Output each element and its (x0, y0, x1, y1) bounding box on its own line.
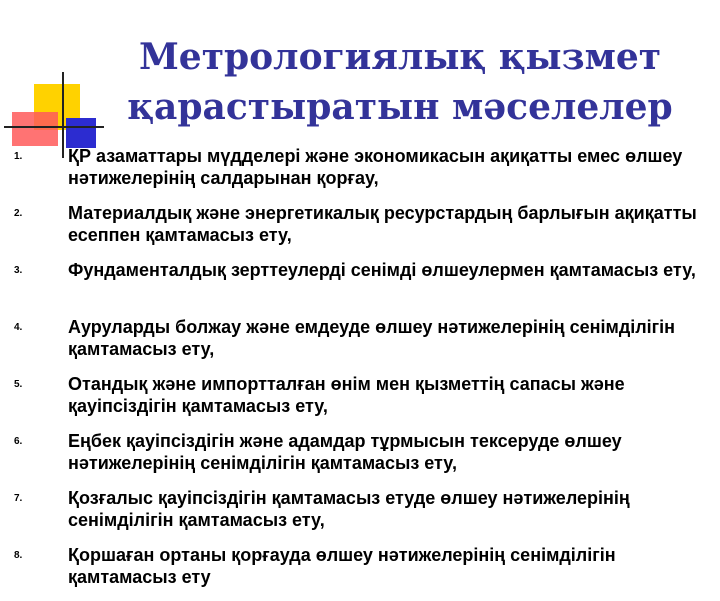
list-item (14, 487, 714, 544)
list-item (14, 316, 714, 373)
list-item-text: Қозғалыс қауіпсіздігін қамтамасыз етуде өлшеу нәтижелерінің сенімділігін қамтамасыз ету, (68, 488, 630, 530)
list-item-number: 2. (14, 208, 23, 219)
list-item-number: 8. (14, 550, 23, 561)
list-item-number: 1. (14, 151, 23, 162)
list-item-number: 7. (14, 493, 23, 504)
list-item-text: Ауруларды болжау және емдеуде өлшеу нәтижелерінің сенімділігін қамтамасыз ету, (68, 317, 676, 359)
slide-title (120, 32, 680, 132)
list-item (14, 430, 714, 487)
list-item-text: Материалдық және энергетикалық ресурстардың барлығын ақиқатты есеппен қамтамасыз ету, (68, 203, 697, 245)
list-item-number: 5. (14, 379, 23, 390)
list-item-number: 3. (14, 265, 23, 276)
horizontal-line (4, 126, 104, 128)
decorative-squares (0, 0, 110, 160)
list-item-text: ҚР азаматтары мүдделері және экономикасын ақиқатты емес өлшеу нәтижелерінің салдарынан қорғау, (68, 146, 683, 188)
list-item-text: Отандық және импортталған өнім мен қызметтің сапасы және қауіпсіздігін қамтамасыз ету, (68, 374, 625, 416)
blue-square (66, 118, 96, 148)
list-item-text: Еңбек қауіпсіздігін және адамдар тұрмысын тексеруде өлшеу нәтижелерінің сенімділігін қамтамасыз ету, (68, 431, 622, 473)
red-square (12, 112, 58, 146)
list-item (14, 544, 714, 601)
list-item (14, 373, 714, 430)
slide-title-line-1: Метрологиялық қызмет (138, 36, 662, 78)
list-item-number: 4. (14, 322, 23, 333)
list-item (14, 259, 714, 316)
list-item (14, 145, 714, 202)
slide-title-line-2: қарастыратын мәселелер (127, 86, 673, 128)
list-item (14, 202, 714, 259)
list-item-text: Фундаменталдық зерттеулерді сенімді өлшеулермен қамтамасыз ету, (68, 260, 696, 280)
list-item-number: 6. (14, 436, 23, 447)
numbered-list (14, 145, 714, 601)
list-item-text: Қоршаған ортаны қорғауда өлшеу нәтижелерінің сенімділігін қамтамасыз ету (68, 545, 616, 587)
